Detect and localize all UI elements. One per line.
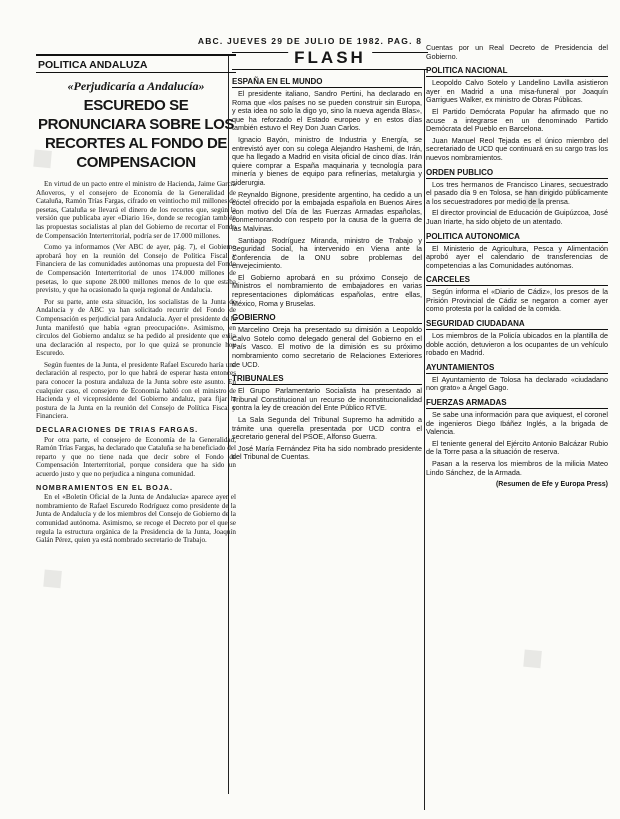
news-item: La Sala Segunda del Tribunal Supremo ha admitido a trámite una querella presentada por UCD contra el secretario general del PSOE, Alfonso Guerra. <box>232 415 422 442</box>
page-header: ABC. JUEVES 29 DE JULIO DE 1982. PAG. 8 <box>197 36 423 46</box>
category-title: TRIBUNALES <box>232 374 422 385</box>
news-item: Según informa el «Diario de Cádiz», los presos de la Prisión Provincial de Cádiz se negaron a comer ayer como protesta por la calidad de la comida. <box>426 287 608 314</box>
news-item: Pasan a la reserva los miembros de la milicia Mateo Lindo Sánchez, de la Armada. <box>426 459 608 477</box>
column-politica-andaluza <box>36 54 236 799</box>
news-item: El Ministerio de Agricultura, Pesca y Alimentación aprobó ayer el calendario de transferencias de competencias a las Comunidades autónomas. <box>426 243 608 270</box>
news-item: El Ayuntamiento de Tolosa ha declarado «ciudadano non grato» a Ángel Gago. <box>426 374 608 393</box>
news-item: Los tres hermanos de Francisco Linares, secuestrado el pasado día 9 en Tolosa, se han dirigido públicamente a los secuestradores por medio de la prensa. <box>426 179 608 206</box>
category-title: CARCELES <box>426 275 608 286</box>
category-title: FUERZAS ARMADAS <box>426 398 608 409</box>
paragraph: En el «Boletín Oficial de la Junta de Andalucía» aparece ayer el nombramiento de Rafael Escuredo Rodríguez como presidente de la Junta de Andalucía y de los miembros del Consejo de Gobierno de la comunidad autónoma. Asimismo, se recoge el Decreto por el que se regula la estructura orgánica de la Presidencia de la Junta, Joaquín Galán Pérez, quien ya está nombrado secretario de Trabajo. <box>36 493 236 545</box>
category-title: SEGURIDAD CIUDADANA <box>426 319 608 330</box>
subheading: NOMBRAMIENTOS EN EL BOJA. <box>36 482 173 492</box>
news-item: Se sabe una información para que aviquest, el coronel de ingenieros Diego Ibáñez Inglés, a la brigada de Valencia. <box>426 410 608 437</box>
paragraph: Como ya informamos (Ver ABC de ayer, pág. 7), el Gobierno aprobará hoy en la reunión del Consejo de Política Fiscal y Financiera de las comunidades autónomas una propuesta del Fondo de Compensación Interterritorial de unos 174.000 millones de pesetas, lo que supone 28.000 millones menos de lo que estaba previsto, y que ha ocasionado la queja regional de Andalucía. <box>36 243 236 295</box>
paragraph: Por su parte, ante esta situación, los socialistas de la Junta de Andalucía y de ABC ya han solicitado recurrir del Fondo de Compensación es perjudicial para Andalucía. Ayer el presidente de la Junta manifestó que había «gran preocupación». Asimismo, en círculos del Gobierno andaluz se ha pedido al presidente que exija una declaración al respecto, por lo que quizá se pronuncie hoy Escuredo. <box>36 297 236 358</box>
headline: ESCUREDO SE PRONUNCIARA SOBRE LOS RECORTES AL FONDO DE COMPENSACION <box>37 97 235 171</box>
news-item: El Partido Demócrata Popular ha afirmado que no acuse a integrarse en un denominado Partido Demócrata del Pueblo en Barcelona. <box>426 106 608 134</box>
continuation-text: Cuentas por un Real Decreto de Presidencia del Gobierno. <box>426 44 608 61</box>
flash-label: FLASH <box>288 48 372 68</box>
news-item: Reynaldo Bignone, presidente argentino, ha cedido a un cóctel ofrecido por la embajada española en Buenos Aires con motivo del Día de las Fuerzas Armadas españolas, conmemorando con respeto por la causa de la guerra de las Malvinas. <box>232 189 422 233</box>
news-item: Ignacio Bayón, ministro de Industria y Energía, se entrevistó ayer con su colega Alejandro Hashemi, de Irán, que ha llegado a Madrid en visita oficial de cinco días. Irán quiere comprar a España maquinaria y tecnología para minería y bienes de equipo para refinerías, metalurgia y siderurgia. <box>232 134 422 187</box>
column-divider <box>424 70 425 810</box>
news-item: Marcelino Oreja ha presentado su dimisión a Leopoldo Calvo Sotelo como delegado general del Gobierno en el País Vasco. El motivo de la dimisión es su próximo nombramiento como secretario de Relaciones Exteriores de UCD. <box>232 325 422 369</box>
column-flash-left <box>232 72 422 817</box>
news-item: El director provincial de Educación de Guipúzcoa, José Juan Iriarte, ha sido objeto de un atentado. <box>426 208 608 226</box>
section-title: POLITICA ANDALUZA <box>36 54 236 73</box>
paragraph: En virtud de un pacto entre el ministro de Hacienda, Jaime García Añoveros, y el consejero de Economía de la Generalidad de Cataluña, Ramón Trías Fargas, cifrado en veintiocho mil millones de pesetas, Cataluña se llevará el dinero de los recortes que, según la versión que publicaba ayer «Diario 16», donde se recogían también las propuestas socialistas al plan del Gobierno de recortar el Fondo de Compensación Interterritorial, podría ser de 17.000 millones. <box>36 180 236 240</box>
category-title: POLITICA AUTONOMICA <box>426 232 608 243</box>
source-credit: (Resumen de Efe y Europa Press) <box>495 481 608 489</box>
news-item: José María Fernández Pita ha sido nombrado presidente del Tribunal de Cuentas. <box>232 443 422 462</box>
category-title: ORDEN PUBLICO <box>426 168 608 179</box>
news-item: El Gobierno aprobará en su próximo Consejo de Ministros el nombramiento de embajadores en varias representaciones diplomáticas españolas, entre ellas, México, Roma y Bruselas. <box>232 272 422 308</box>
news-item: El Grupo Parlamentario Socialista ha presentado al Tribunal Constitucional un recurso de inconstitucionalidad contra la ley de creación del Ente Público RTVE. <box>232 386 422 413</box>
news-item: El teniente general del Ejército Antonio Balcázar Rubio de la Torre pasa a la situación de reserva. <box>426 438 608 457</box>
paragraph: Por otra parte, el consejero de Economía de la Generalidad, Ramón Trías Fargas, ha declarado que Cataluña se ha beneficiado del reparto y que no tiene nada que decir sobre el Fondo de Compensación Interterritorial, porque considera que ha sido un acuerdo justo y que no perjudica a ninguna comunidad. <box>36 435 236 478</box>
watermark-mark: ◆ <box>512 637 551 678</box>
category-title: GOBIERNO <box>232 313 422 324</box>
news-item: Juan Manuel Reol Tejada es el único miembro del secretariado de UCD que continuará en su cargo tras los nuevos nombramientos. <box>426 135 608 162</box>
flash-banner <box>232 48 428 70</box>
news-item: Los miembros de la Policía ubicados en la plantilla de doble acción, detuvieron a los ocupantes de un vehículo robado en Madrid. <box>426 331 608 358</box>
watermark-mark: ◆ <box>22 137 61 178</box>
column-flash-right <box>426 44 608 789</box>
category-title: ESPAÑA EN EL MUNDO <box>232 77 422 88</box>
kicker: «Perjudicaría a Andalucía» <box>67 79 205 93</box>
category-title: POLITICA NACIONAL <box>426 66 608 77</box>
category-title: AYUNTAMIENTOS <box>426 363 608 374</box>
news-item: Santiago Rodríguez Miranda, ministro de Trabajo y Seguridad Social, ha intervenido en Viena ante la Conferencia de la ONU sobre problemas del envejecimiento. <box>232 235 422 271</box>
news-item: Leopoldo Calvo Sotelo y Landelino Lavilla asistieron ayer en Madrid a una misa-funeral por Joaquín Garrigues Walker, ex ministro de Obras Públicas. <box>426 78 608 105</box>
watermark-mark: ◆ <box>512 177 551 218</box>
watermark-mark: ◆ <box>32 557 71 598</box>
news-item: El presidente italiano, Sandro Pertini, ha declarado en Roma que «los países no se pueden construir sin Europa, y esta idea no solo la digo yo, sino la nueva agenda Blas», que ha reforzado el Estado europeo y en estos días también estuvo el Rey Don Juan Carlos. <box>232 89 422 133</box>
paragraph: Según fuentes de la Junta, el presidente Rafael Escuredo haría una declaración al respecto, por lo que habrá de esperar hasta entonces para conocer la postura andaluza de la Junta sobre este asunto. En cualquier caso, el consejero de Economía habló con el ministro de Hacienda y el vicepresidente del Gobierno andaluz, para fijar la postura de la Junta en la reunión del Consejo de Política Fiscal y Financiera. <box>36 360 236 421</box>
subheading: DECLARACIONES DE TRIAS FARGAS. <box>36 425 199 435</box>
